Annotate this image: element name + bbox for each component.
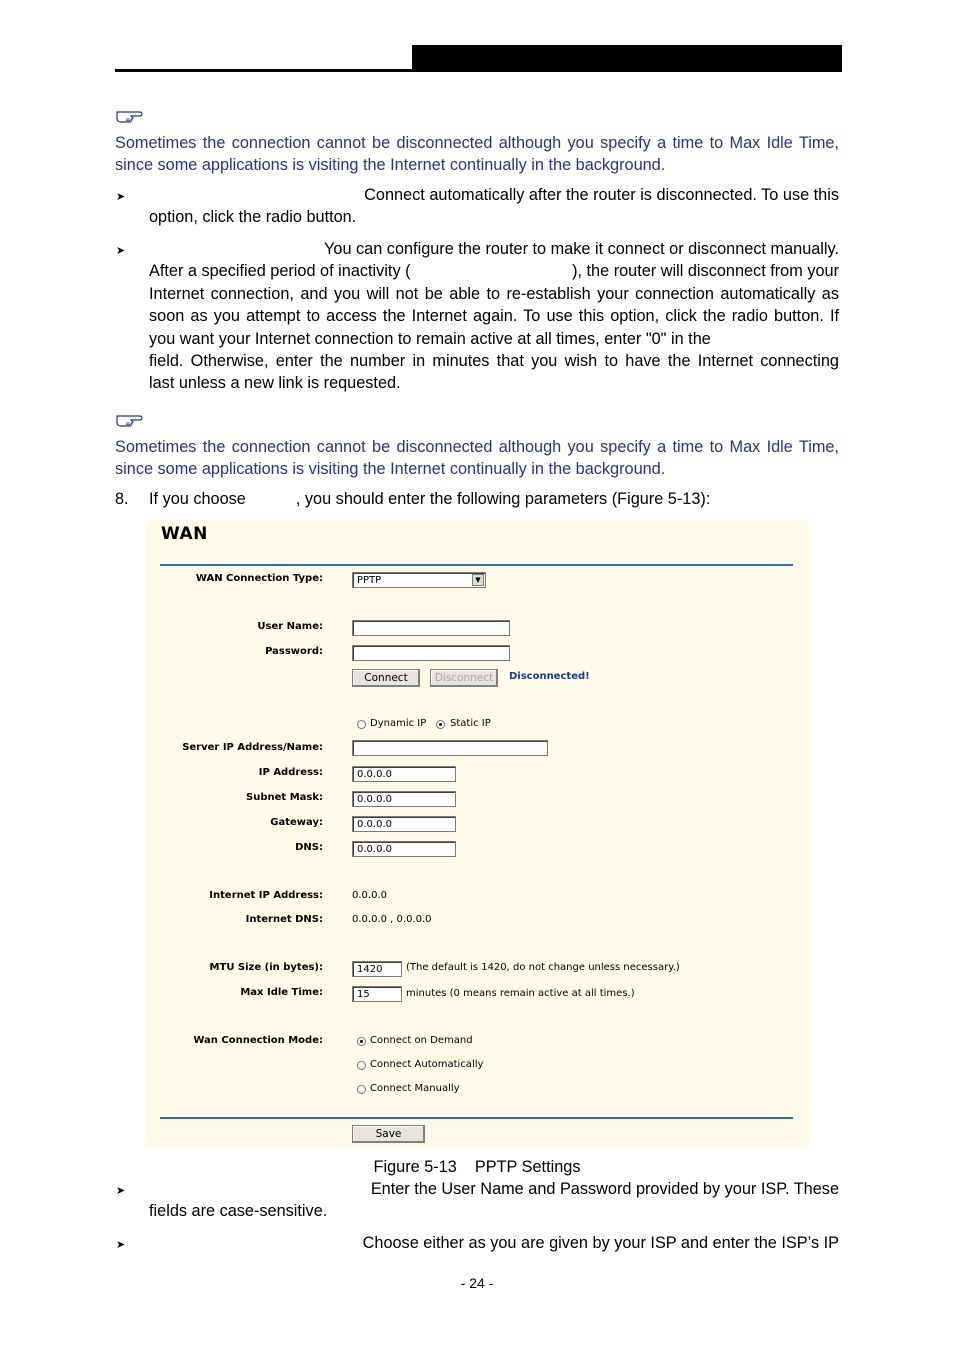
connection-status: Disconnected! <box>509 671 590 682</box>
max-idle-hint: minutes (0 means remain active at all times.) <box>406 988 635 999</box>
divider <box>160 564 793 566</box>
connect-button[interactable]: Connect <box>352 669 420 687</box>
paragraph-line: last unless a new link is requested. <box>149 374 401 393</box>
server-ip-label: Server IP Address/Name: <box>182 742 323 753</box>
connect-automatically-radio[interactable] <box>357 1061 366 1070</box>
wan-settings-figure <box>145 520 809 1148</box>
paragraph-text: ), the router will disconnect from your <box>572 262 839 281</box>
subnet-mask-input[interactable]: 0.0.0.0 <box>352 791 456 807</box>
connection-type-label: WAN Connection Type: <box>195 573 323 584</box>
paragraph-line: soon as you attempt to access the Internet again. To use this option, click the radio button. If <box>149 307 839 326</box>
paragraph-line: You can configure the router to make it connect or disconnect manually. <box>324 240 839 258</box>
paragraph-line: Enter the User Name and Password provided by your ISP. These <box>370 1180 839 1198</box>
pointing-hand-icon <box>115 108 143 124</box>
save-button[interactable]: Save <box>352 1125 425 1143</box>
header-bar <box>412 45 842 71</box>
paragraph-line: you want your Internet connection to remain active at all times, enter "0" in the <box>149 329 711 348</box>
paragraph-line: Connect automatically after the router is disconnected. To use this <box>364 186 839 204</box>
divider <box>160 1117 793 1119</box>
internet-ip-label: Internet IP Address: <box>209 890 323 901</box>
bullet-connect-automatically <box>149 184 839 229</box>
max-idle-label: Max Idle Time: <box>240 987 323 998</box>
note-text: Sometimes the connection cannot be disconnected although you specify a time to Max Idle Time, since some applications is visiting the Internet continually in the background. <box>115 438 839 478</box>
dns-label: DNS: <box>295 842 323 853</box>
connect-on-demand-radio[interactable] <box>357 1037 366 1046</box>
bullet-marker: ➤ <box>116 1239 126 1251</box>
mtu-hint: (The default is 1420, do not change unless necessary.) <box>406 962 680 973</box>
connect-on-demand-label: Connect on Demand <box>370 1035 473 1046</box>
bullet-marker: ➤ <box>116 191 126 203</box>
chevron-down-icon[interactable]: ▼ <box>472 574 484 586</box>
static-ip-label: Static IP <box>450 718 491 729</box>
password-label: Password: <box>265 646 323 657</box>
connection-mode-label: Wan Connection Mode: <box>193 1035 323 1046</box>
dynamic-ip-radio[interactable] <box>357 720 366 729</box>
step-number: 8. <box>115 490 129 508</box>
step-text-b: , you should enter the following parameters (Figure 5-13): <box>295 490 711 508</box>
bullet-connect-manually <box>149 238 839 395</box>
dns-input[interactable]: 0.0.0.0 <box>352 841 456 857</box>
connection-type-select[interactable] <box>352 572 486 588</box>
paragraph-text: After a specified period of inactivity ( <box>149 262 411 281</box>
header-rule <box>115 69 842 72</box>
paragraph-line: fields are case-sensitive. <box>149 1202 328 1221</box>
max-idle-input[interactable]: 15 <box>352 986 402 1002</box>
password-input[interactable] <box>352 645 510 661</box>
user-name-input[interactable] <box>352 620 510 636</box>
static-ip-radio[interactable] <box>436 720 445 729</box>
step-text-a: If you choose <box>149 490 246 508</box>
disconnect-button[interactable]: Disconnect <box>430 669 498 687</box>
pointing-hand-icon <box>115 412 143 428</box>
gateway-label: Gateway: <box>270 817 323 828</box>
user-name-label: User Name: <box>257 621 323 632</box>
dynamic-ip-label: Dynamic IP <box>370 718 427 729</box>
paragraph-line <box>149 260 839 282</box>
page-number: - 24 - <box>460 1275 494 1291</box>
connect-manually-radio[interactable] <box>357 1085 366 1094</box>
connect-manually-label: Connect Manually <box>370 1083 460 1094</box>
step-text <box>149 488 710 510</box>
gateway-input[interactable]: 0.0.0.0 <box>352 816 456 832</box>
server-ip-input[interactable] <box>352 740 548 756</box>
ip-address-input[interactable]: 0.0.0.0 <box>352 766 456 782</box>
bullet-marker: ➤ <box>116 245 126 257</box>
ip-address-label: IP Address: <box>258 767 323 778</box>
wan-title: WAN <box>161 524 208 544</box>
paragraph-line: Internet connection, and you will not be able to re-establish your connection automatically as <box>149 284 839 303</box>
bullet-user-name-password <box>149 1178 839 1223</box>
paragraph-line: option, click the radio button. <box>149 208 357 227</box>
connect-automatically-label: Connect Automatically <box>370 1059 484 1070</box>
internet-ip-value: 0.0.0.0 <box>352 890 387 901</box>
note-text: Sometimes the connection cannot be disconnected although you specify a time to Max Idle Time, since some applications is visiting the Internet continually in the background. <box>115 134 839 174</box>
internet-dns-value: 0.0.0.0 , 0.0.0.0 <box>352 914 432 925</box>
connection-type-value: PPTP <box>357 575 382 586</box>
bullet-dynamic-static-ip <box>149 1232 839 1254</box>
mtu-label: MTU Size (in bytes): <box>209 962 323 973</box>
mtu-input[interactable]: 1420 <box>352 961 402 977</box>
internet-dns-label: Internet DNS: <box>245 914 323 925</box>
bullet-marker: ➤ <box>116 1185 126 1197</box>
paragraph-line: Choose either as you are given by your ISP and enter the ISP’s IP <box>362 1234 839 1252</box>
paragraph-line: field. Otherwise, enter the number in minutes that you wish to have the Internet connecting <box>149 352 839 371</box>
subnet-mask-label: Subnet Mask: <box>246 792 323 803</box>
figure-caption: Figure 5-13 PPTP Settings <box>373 1158 581 1176</box>
